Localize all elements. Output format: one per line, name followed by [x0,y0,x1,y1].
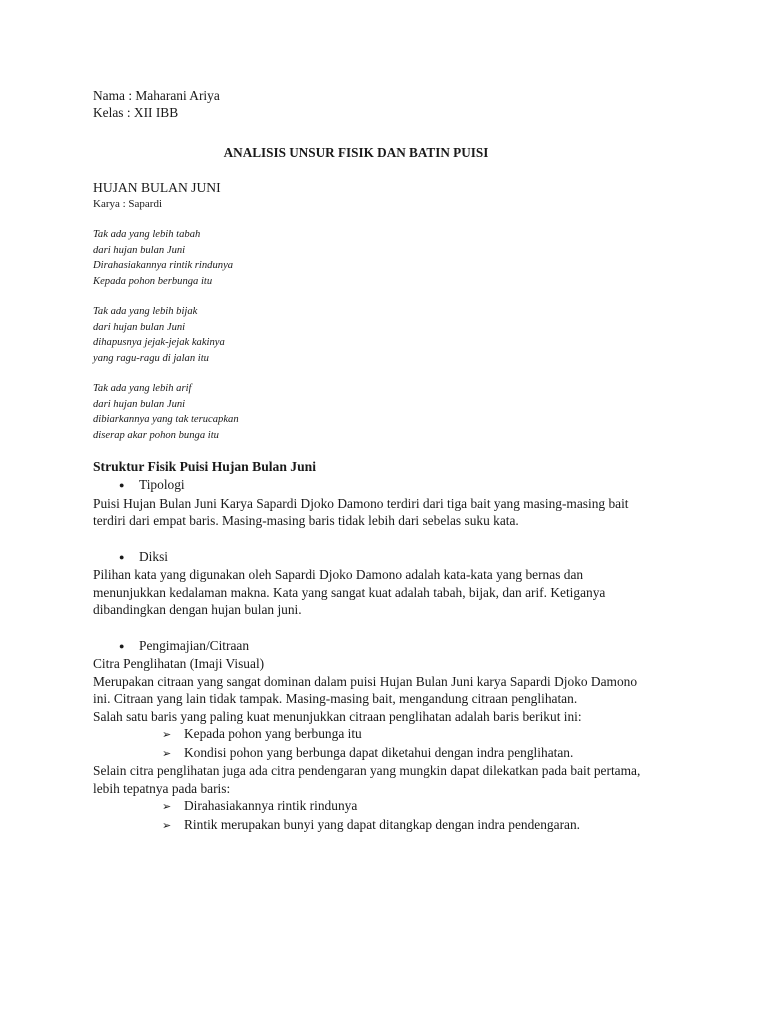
paragraph-line: Selain citra penglihatan juga ada citra pendengaran yang mungkin dapat dilekatkan pada bait pertama, [93,763,641,778]
student-class: Kelas : XII IBB [93,105,179,120]
poem-author: Karya : Sapardi [93,198,163,210]
arrow-bullet-icon: ➢ [162,818,172,832]
poem-line: dari hujan bulan Juni [93,321,186,333]
arrow-item-text: Kondisi pohon yang berbunga dapat diketahui dengan indra penglihatan. [184,744,574,760]
document-page [93,87,693,834]
paragraph-tipologi [93,495,693,530]
arrow-list-item [93,816,693,835]
paragraph-line: Merupakan citraan yang sangat dominan dalam puisi Hujan Bulan Juni karya Sapardi Djoko Damono [93,673,638,689]
bullet-diksi [93,548,693,567]
paragraph-line: Puisi Hujan Bulan Juni Karya Sapardi Djoko Damono terdiri dari tiga bait yang masing-masing bait [93,495,629,511]
poem-stanza [93,381,693,443]
poem-line: dihapusnya jejak-jejak kakinya [93,337,225,348]
paragraph-line: Pilihan kata yang digunakan oleh Sapardi Djoko Damono adalah kata-kata yang bernas dan [93,567,584,582]
arrow-list-item [93,725,693,744]
paragraph-line: menunjukkan kedalaman makna. Kata yang sangat kuat adalah tabah, bijak, dan arif. Ketiganya [93,584,606,600]
bullet-citraan [93,637,693,656]
bullet-icon: ● [119,551,125,562]
paragraph-line: Salah satu baris yang paling kuat menunjukkan citraan penglihatan adalah baris berikut ini: [93,708,582,724]
poem-title: HUJAN BULAN JUNI [93,180,221,195]
student-info [93,87,693,121]
student-name: Nama : Maharani Ariya [93,88,220,103]
bullet-label: Pengimajian/Citraan [139,637,250,653]
arrow-item-text: Dirahasiakannya rintik rindunya [184,798,358,813]
bullet-icon: ● [119,640,125,651]
poem-line: dari hujan bulan Juni [93,244,186,256]
poem-body [93,227,693,443]
paragraph-citraan [93,655,693,725]
poem-line: yang ragu-ragu di jalan itu [93,352,209,364]
arrow-bullet-icon: ➢ [162,746,172,760]
poem-line: dari hujan bulan Juni [93,398,186,410]
bullet-label: Diksi [139,548,169,564]
paragraph-line: Citra Penglihatan (Imaji Visual) [93,656,265,671]
paragraph-citraan-2 [93,762,693,797]
arrow-item-text: Rintik merupakan bunyi yang dapat ditangkap dengan indra pendengaran. [184,816,581,832]
poem-line: diserap akar pohon bunga itu [93,429,219,441]
poem-line: Kepada pohon berbunga itu [93,275,213,287]
document-title: ANALISIS UNSUR FISIK DAN BATIN PUISI [223,145,489,160]
arrow-bullet-icon: ➢ [162,800,172,813]
section-heading: Struktur Fisik Puisi Hujan Bulan Juni [93,459,316,474]
arrow-list-item [93,797,693,816]
poem-stanza [93,227,693,289]
paragraph-diksi [93,566,693,619]
arrow-list-item [93,744,693,763]
paragraph-line: terdiri dari empat baris. Masing-masing baris tidak lebih dari sebelas suku kata. [93,513,519,528]
bullet-label: Tipologi [139,477,185,492]
poem-line: Dirahasiakannya rintik rindunya [93,260,234,271]
poem-stanza [93,304,693,366]
arrow-bullet-icon: ➢ [162,728,172,741]
paragraph-line: ini. Citraan yang lain tidak tampak. Masing-masing bait, mengandung citraan penglihatan. [93,691,578,706]
bullet-tipologi [93,476,693,495]
paragraph-line: lebih tepatnya pada baris: [93,780,231,796]
poem-line: Tak ada yang lebih tabah [93,229,201,240]
paragraph-line: dibandingkan dengan hujan bulan juni. [93,602,302,617]
poem-line: dibiarkannya yang tak terucapkan [93,414,239,425]
bullet-icon: ● [119,480,125,490]
poem-line: Tak ada yang lebih bijak [93,306,198,317]
arrow-item-text: Kepada pohon yang berbunga itu [184,726,362,741]
poem-line: Tak ada yang lebih arif [93,383,192,394]
